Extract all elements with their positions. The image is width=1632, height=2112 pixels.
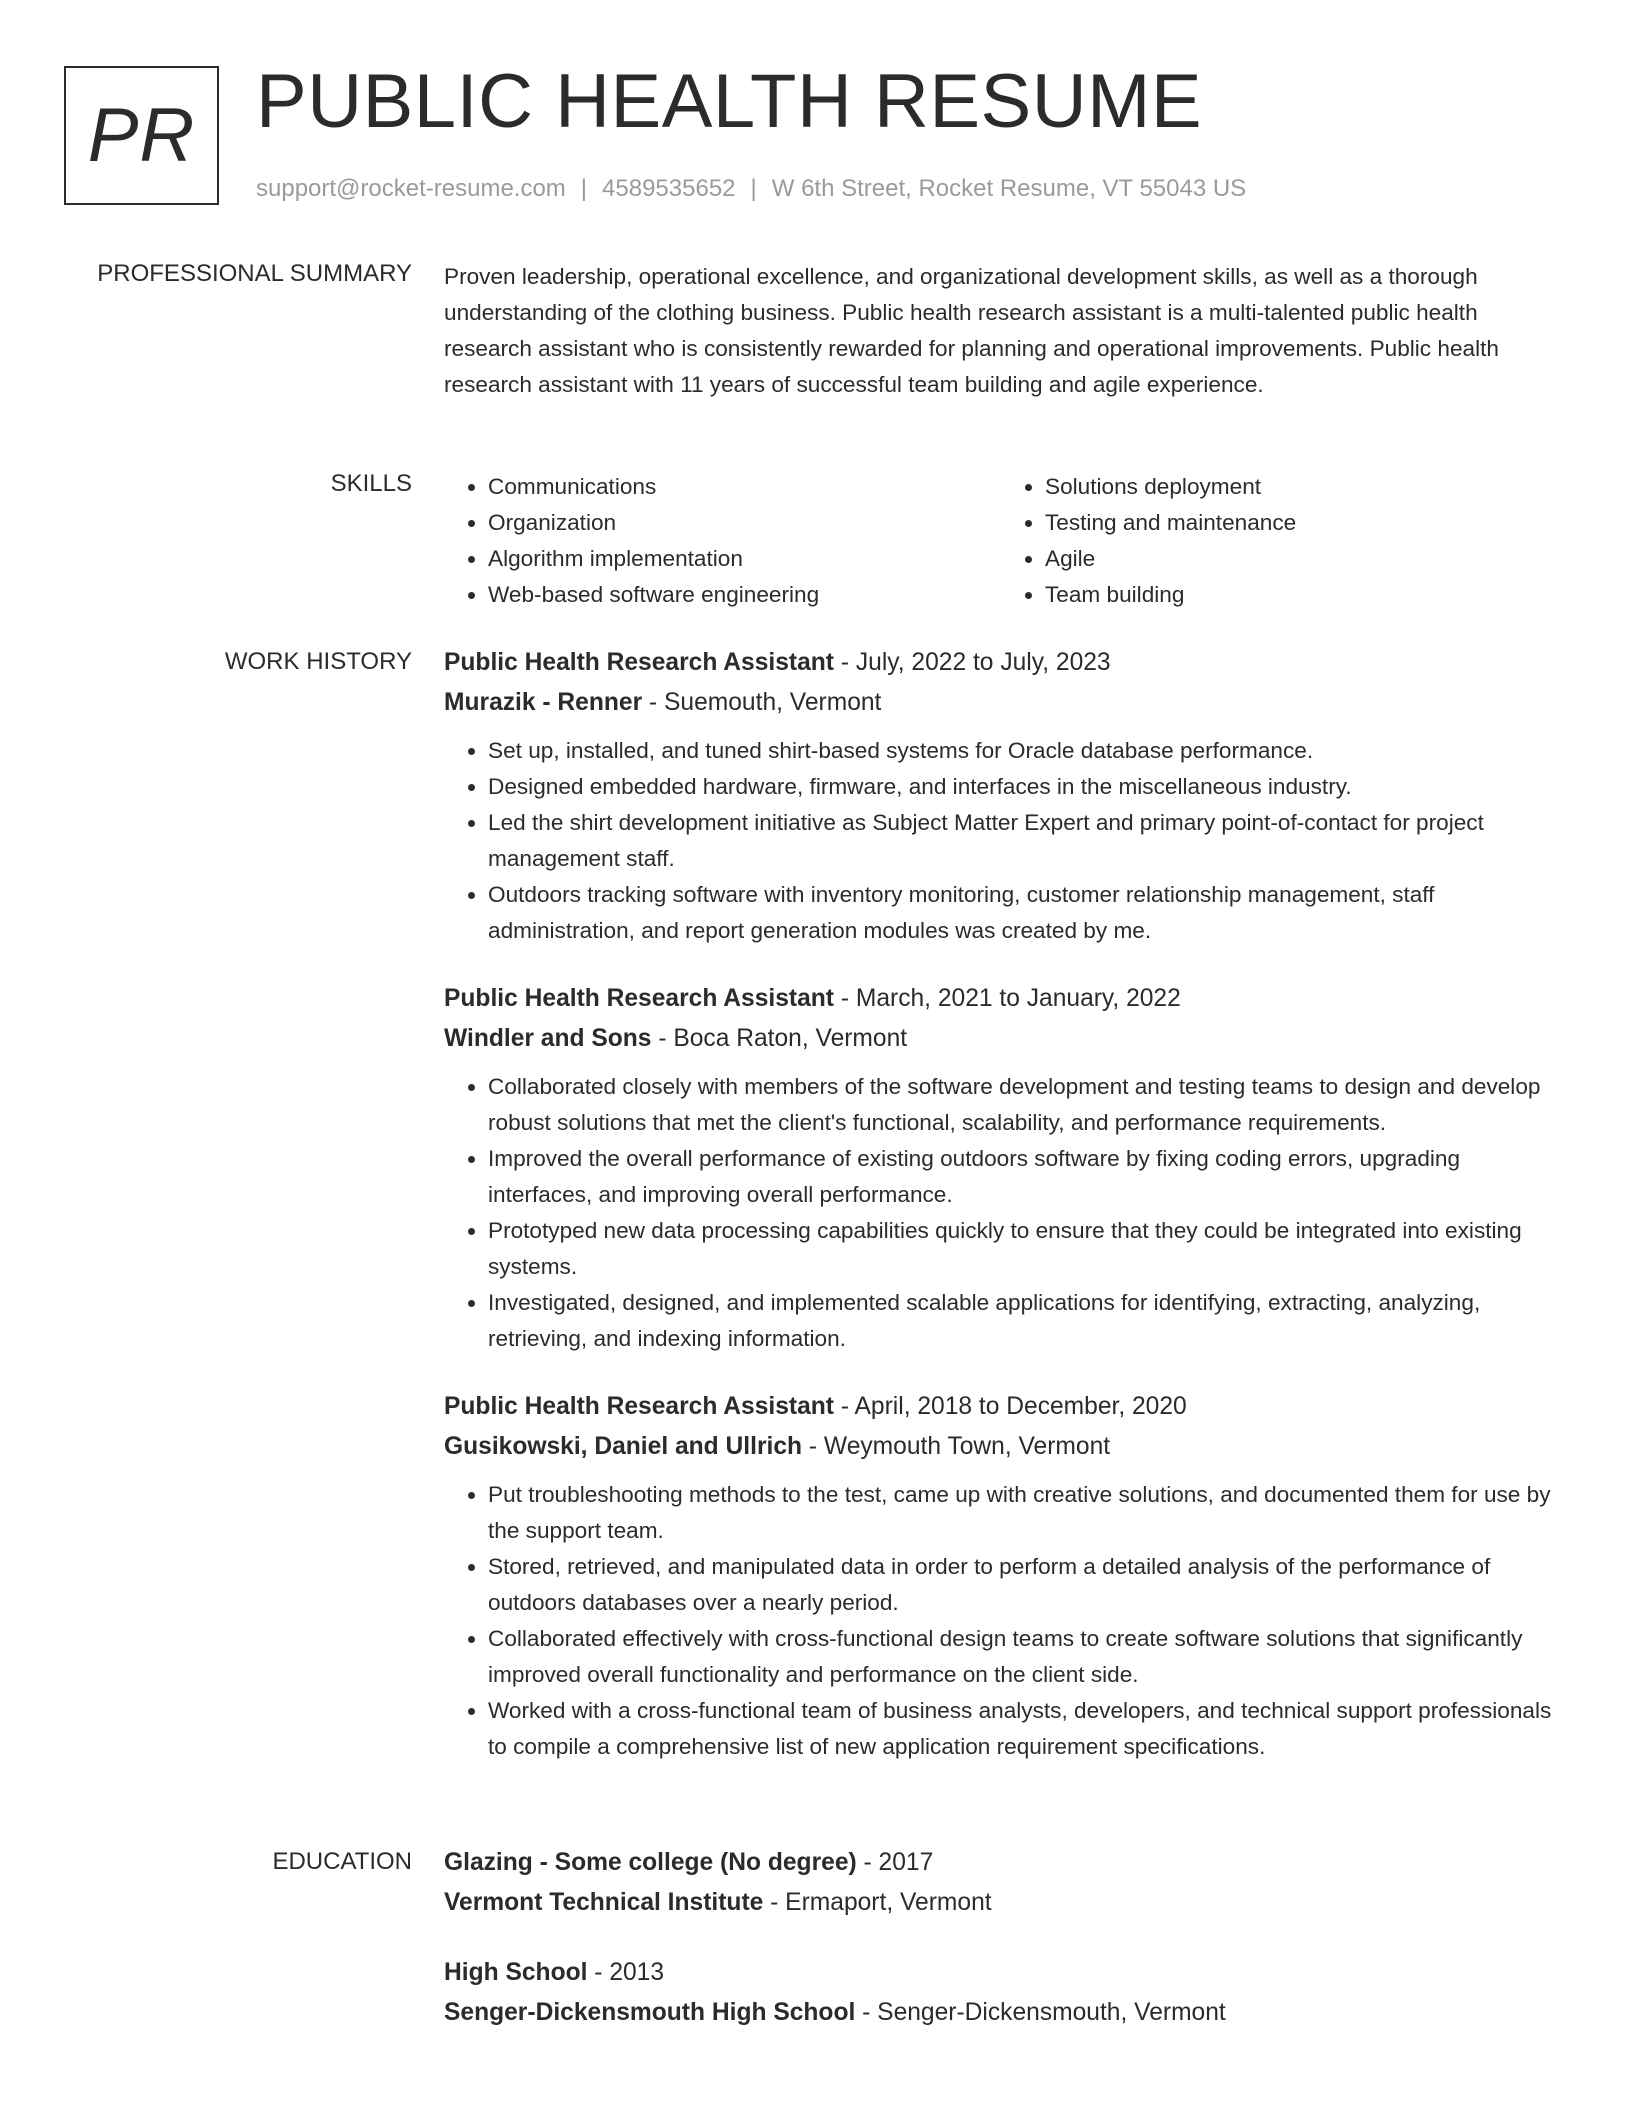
job-bullet: • Set up, installed, and tuned shirt-based systems for Oracle database performance. [488, 733, 1558, 769]
contact-phone: 4589535652 [602, 175, 736, 202]
section-label-summary: PROFESSIONAL SUMMARY [97, 260, 412, 287]
job-bullets [444, 1069, 1558, 1357]
education-school: Vermont Technical Institute [444, 1889, 764, 1916]
job-bullets [444, 733, 1558, 949]
skill-item: • Organization [488, 505, 1001, 541]
skill-item: • Testing and maintenance [1045, 505, 1558, 541]
contact-address: W 6th Street, Rocket Resume, VT 55043 US [771, 175, 1247, 202]
job-heading [444, 643, 1558, 683]
job-bullet: • Investigated, designed, and implemented scalable applications for identifying, extracting, analyzing, retrieving, and indexing information. [488, 1285, 1558, 1357]
skills-list-right [1001, 469, 1558, 613]
job-company: Murazik - Renner [444, 689, 643, 716]
contact-line [256, 174, 1246, 204]
job-title: Public Health Research Assistant [444, 1393, 834, 1420]
job-entry [444, 1387, 1558, 1765]
job-bullet: • Prototyped new data processing capabilities quickly to ensure that they could be integrated into existing systems. [488, 1213, 1558, 1285]
job-bullet: • Put troubleshooting methods to the test, came up with creative solutions, and documented them for use by the support team. [488, 1477, 1558, 1549]
job-dates: - April, 2018 to December, 2020 [834, 1393, 1187, 1420]
education-institution [444, 1993, 1558, 2033]
job-company: Gusikowski, Daniel and Ullrich [444, 1433, 803, 1460]
education-heading [444, 1843, 1558, 1883]
job-employer [444, 1019, 1558, 1059]
job-entry [444, 979, 1558, 1357]
contact-separator: | [580, 175, 588, 202]
section-label-skills: SKILLS [330, 470, 412, 497]
education-year: - 2017 [856, 1849, 934, 1876]
skill-item: • Web-based software engineering [488, 577, 1001, 613]
education-entry [444, 1843, 1558, 1923]
education-degree: High School [444, 1959, 588, 1986]
job-title: Public Health Research Assistant [444, 985, 834, 1012]
job-company: Windler and Sons [444, 1025, 652, 1052]
job-employer [444, 683, 1558, 723]
education-location: - Ermaport, Vermont [763, 1889, 992, 1916]
skill-item: • Algorithm implementation [488, 541, 1001, 577]
job-heading [444, 1387, 1558, 1427]
contact-separator: | [750, 175, 757, 202]
skill-item: • Team building [1045, 577, 1558, 613]
skill-item: • Agile [1045, 541, 1558, 577]
job-location: - Suemouth, Vermont [642, 689, 882, 716]
job-location: - Weymouth Town, Vermont [802, 1433, 1111, 1460]
job-bullets [444, 1477, 1558, 1765]
job-heading [444, 979, 1558, 1019]
skills-grid [444, 469, 1558, 613]
job-entry [444, 643, 1558, 949]
education-location: - Senger-Dickensmouth, Vermont [855, 1999, 1226, 2026]
monogram-initials: PR [87, 93, 196, 178]
education-degree: Glazing - Some college (No degree) [444, 1849, 857, 1876]
job-bullet: • Collaborated effectively with cross-functional design teams to create software solutions that significantly improved overall functionality and performance on the client side. [488, 1621, 1558, 1693]
job-title: Public Health Research Assistant [444, 649, 834, 676]
job-location: - Boca Raton, Vermont [651, 1025, 908, 1052]
job-bullet: • Worked with a cross-functional team of business analysts, developers, and technical support professionals to compile a comprehensive list of new application requirement specifications. [488, 1693, 1558, 1765]
job-dates: - July, 2022 to July, 2023 [834, 649, 1111, 676]
skills-list-left [444, 469, 1001, 613]
education-entry [444, 1953, 1558, 2033]
resume-title: PUBLIC HEALTH RESUME [256, 59, 1203, 144]
job-bullet: • Stored, retrieved, and manipulated data in order to perform a detailed analysis of the performance of outdoors databases over a nearly period. [488, 1549, 1558, 1621]
monogram-box [64, 66, 219, 205]
job-bullet: • Designed embedded hardware, firmware, and interfaces in the miscellaneous industry. [488, 769, 1558, 805]
contact-email: support@rocket-resume.com [256, 175, 566, 202]
skill-item: • Communications [488, 469, 1001, 505]
summary-text: Proven leadership, operational excellence, and organizational development skills, as well as a thorough understanding of the clothing business. Public health research assistant is a multi-talented public health research assistant who is consistently rewarded for planning and operational improvements. Public health research assistant with 11 years of successful team building and agile experience. [444, 264, 1499, 397]
skill-item: • Solutions deployment [1045, 469, 1558, 505]
job-dates: - March, 2021 to January, 2022 [834, 985, 1181, 1012]
job-bullet: • Collaborated closely with members of the software development and testing teams to design and develop robust solutions that met the client's functional, scalability, and performance requirements. [488, 1069, 1558, 1141]
education-institution [444, 1883, 1558, 1923]
education-heading [444, 1953, 1558, 1993]
section-label-work-history: WORK HISTORY [224, 648, 412, 675]
job-bullet: • Led the shirt development initiative as Subject Matter Expert and primary point-of-contact for project management staff. [488, 805, 1558, 877]
section-label-education: EDUCATION [272, 1848, 412, 1875]
education-school: Senger-Dickensmouth High School [444, 1999, 856, 2026]
education-year: - 2013 [587, 1959, 665, 1986]
job-bullet: • Improved the overall performance of existing outdoors software by fixing coding errors, upgrading interfaces, and improving overall performance. [488, 1141, 1558, 1213]
job-employer [444, 1427, 1558, 1467]
job-bullet: • Outdoors tracking software with inventory monitoring, customer relationship management, staff administration, and report generation modules was created by me. [488, 877, 1558, 949]
